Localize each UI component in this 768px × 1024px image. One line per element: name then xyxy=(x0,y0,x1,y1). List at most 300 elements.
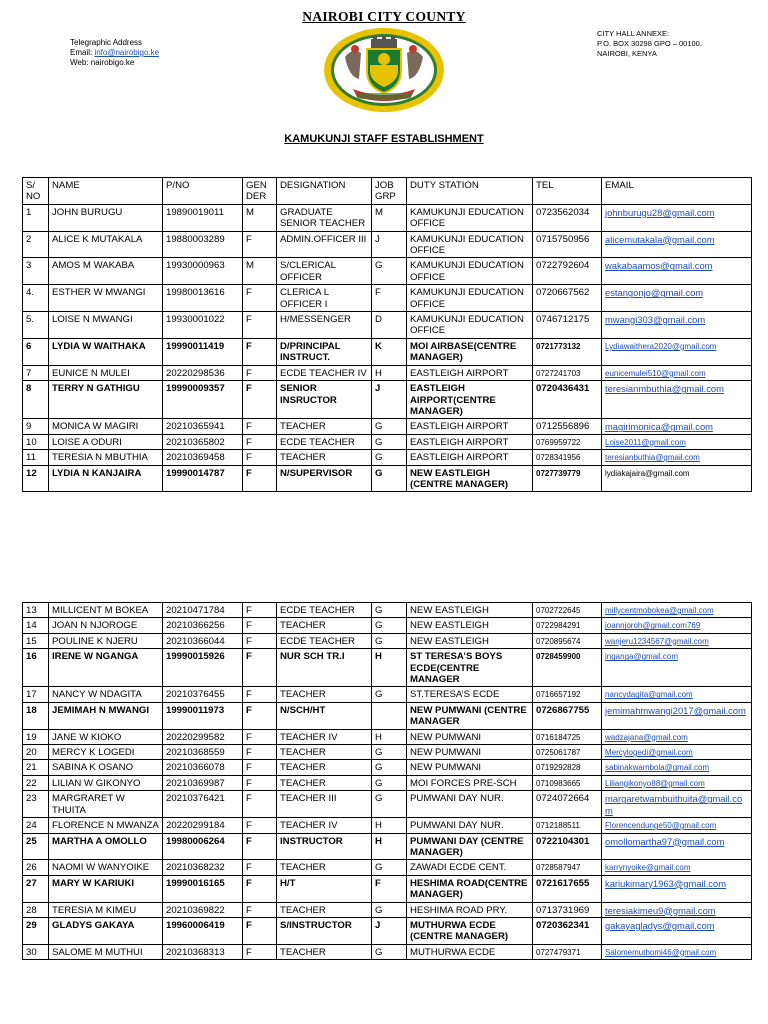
cell-designation: S/CLERICAL OFFICER xyxy=(277,258,372,285)
cell-tel: 0720667562 xyxy=(533,285,602,312)
cell-job-group: G xyxy=(372,902,407,917)
county-crest-logo xyxy=(323,27,445,113)
cell-duty-station: NEW EASTLEIGH xyxy=(407,618,533,633)
cell-gender: F xyxy=(243,434,277,449)
telegraphic-address-label: Telegraphic Address xyxy=(70,38,143,47)
cell-tel: 0720895674 xyxy=(533,633,602,648)
cell-email[interactable]: teresiakimeu9@gmail.com xyxy=(602,902,752,917)
cell-duty-station: ST.TERESA’S ECDE xyxy=(407,687,533,702)
cell-job-group: G xyxy=(372,775,407,790)
cell-gender: M xyxy=(243,258,277,285)
cell-sno: 25 xyxy=(23,833,49,860)
cell-job-group: F xyxy=(372,875,407,902)
cell-tel: 0712556896 xyxy=(533,419,602,434)
cell-designation: SENIOR INSRUCTOR xyxy=(277,381,372,419)
cell-tel: 0721773132 xyxy=(533,338,602,365)
cell-email[interactable]: magirimonica@gmail.com xyxy=(602,419,752,434)
cell-job-group: G xyxy=(372,603,407,618)
cell-tel: 0722984291 xyxy=(533,618,602,633)
cell-duty-station: EASTLEIGH AIRPORT xyxy=(407,450,533,465)
cell-email[interactable]: karrynyoike@gmail.com xyxy=(602,860,752,875)
cell-designation: CLERICA L OFFICER I xyxy=(277,285,372,312)
cell-duty-station: NEW EASTLEIGH (CENTRE MANAGER) xyxy=(407,465,533,492)
cell-job-group: H xyxy=(372,833,407,860)
cell-gender: F xyxy=(243,902,277,917)
cell-sno: 3 xyxy=(23,258,49,285)
cell-gender: F xyxy=(243,860,277,875)
cell-designation: TEACHER xyxy=(277,687,372,702)
cell-duty-station: ZAWADI ECDE CENT. xyxy=(407,860,533,875)
cell-duty-station: ST TERESA’S BOYS ECDE(CENTRE MANAGER xyxy=(407,649,533,687)
cell-pno: 20210368313 xyxy=(163,944,243,959)
cell-email[interactable]: inganga@gmail.com xyxy=(602,649,752,687)
cell-designation: INSTRUCTOR xyxy=(277,833,372,860)
cell-name: JANE W KIOKO xyxy=(49,729,163,744)
cell-tel: 0725061787 xyxy=(533,745,602,760)
cell-email[interactable]: nancydagita@gmail.com xyxy=(602,687,752,702)
table-row xyxy=(23,760,752,775)
cell-tel: 0723562034 xyxy=(533,204,602,231)
cell-tel: 0713731969 xyxy=(533,902,602,917)
cell-designation: H/MESSENGER xyxy=(277,312,372,339)
table-row xyxy=(23,603,752,618)
cell-duty-station: KAMUKUNJI EDUCATION OFFICE xyxy=(407,204,533,231)
cell-gender: F xyxy=(243,312,277,339)
cell-sno: 11 xyxy=(23,450,49,465)
cell-pno: 19990011973 xyxy=(163,702,243,729)
table-row xyxy=(23,434,752,449)
cell-pno: 19960006419 xyxy=(163,917,243,944)
table-row xyxy=(23,312,752,339)
cell-gender: F xyxy=(243,791,277,818)
cell-sno: 14 xyxy=(23,618,49,633)
cell-tel: 0720362341 xyxy=(533,917,602,944)
cell-sno: 16 xyxy=(23,649,49,687)
cell-email[interactable]: mwangi303@gmail.com xyxy=(602,312,752,339)
cell-gender: F xyxy=(243,833,277,860)
cell-designation: TEACHER xyxy=(277,944,372,959)
cell-job-group: G xyxy=(372,633,407,648)
cell-designation: TEACHER xyxy=(277,860,372,875)
cell-name: JOAN N NJOROGE xyxy=(49,618,163,633)
email-label: Email: xyxy=(70,48,95,57)
cell-designation: ECDE TEACHER xyxy=(277,633,372,648)
cell-name: EUNICE N MULEI xyxy=(49,365,163,380)
cell-email[interactable]: omollomartha97@gmail.com xyxy=(602,833,752,860)
table-row xyxy=(23,860,752,875)
table-row xyxy=(23,687,752,702)
table-row xyxy=(23,775,752,790)
cell-job-group: G xyxy=(372,465,407,492)
cell-tel: 0722104301 xyxy=(533,833,602,860)
cell-duty-station: KAMUKUNJI EDUCATION OFFICE xyxy=(407,312,533,339)
cell-gender: F xyxy=(243,603,277,618)
cell-duty-station: NEW PUMWANI xyxy=(407,760,533,775)
cell-gender: F xyxy=(243,775,277,790)
cell-email[interactable]: millycentmobokea@gmail.com xyxy=(602,603,752,618)
table-row xyxy=(23,917,752,944)
cell-tel: 0746712175 xyxy=(533,312,602,339)
cell-designation: TEACHER xyxy=(277,450,372,465)
cell-email[interactable]: eunicemulei510@gmail.com xyxy=(602,365,752,380)
cell-tel: 0719292828 xyxy=(533,760,602,775)
cell-gender: F xyxy=(243,618,277,633)
cell-sno: 28 xyxy=(23,902,49,917)
cell-sno: 15 xyxy=(23,633,49,648)
cell-job-group: K xyxy=(372,338,407,365)
cell-duty-station: HESHIMA ROAD(CENTRE MANAGER) xyxy=(407,875,533,902)
cell-name: MARY W KARIUKI xyxy=(49,875,163,902)
cell-job-group: G xyxy=(372,860,407,875)
col-header-pno: P/NO xyxy=(163,178,243,205)
cell-name: LOISE A ODURI xyxy=(49,434,163,449)
cell-duty-station: MUTHURWA ECDE (CENTRE MANAGER) xyxy=(407,917,533,944)
cell-job-group: G xyxy=(372,450,407,465)
cell-email[interactable]: wakabaamos@gmail.com xyxy=(602,258,752,285)
cell-pno: 20210365802 xyxy=(163,434,243,449)
cell-pno: 20210369987 xyxy=(163,775,243,790)
cell-pno: 20210368559 xyxy=(163,745,243,760)
staff-table-page-2 xyxy=(22,602,752,960)
cell-pno: 19990009357 xyxy=(163,381,243,419)
cell-name: AMOS M WAKABA xyxy=(49,258,163,285)
cell-email[interactable]: joannjoroh@gmail.com769 xyxy=(602,618,752,633)
cell-name: MERCY K LOGEDI xyxy=(49,745,163,760)
table-row xyxy=(23,285,752,312)
cell-duty-station: NEW PUMWANI xyxy=(407,745,533,760)
cell-designation: TEACHER xyxy=(277,775,372,790)
cell-email[interactable]: Lydiawaithera2020@gmail.com xyxy=(602,338,752,365)
address-line-3: NAIROBI, KENYA xyxy=(597,49,657,58)
county-title: NAIROBI CITY COUNTY xyxy=(302,9,466,24)
cell-sno: 30 xyxy=(23,944,49,959)
cell-designation: TEACHER xyxy=(277,745,372,760)
cell-pno: 20210369458 xyxy=(163,450,243,465)
table-row xyxy=(23,338,752,365)
cell-designation: ADMIN.OFFICER III xyxy=(277,231,372,258)
cell-pno: 20210366044 xyxy=(163,633,243,648)
email-link[interactable]: info@nairobigo.ke xyxy=(94,48,160,57)
cell-duty-station: HESHIMA ROAD PRY. xyxy=(407,902,533,917)
table-row xyxy=(23,902,752,917)
cell-tel: 0728341956 xyxy=(533,450,602,465)
cell-designation: GRADUATE SENIOR TEACHER xyxy=(277,204,372,231)
cell-gender: F xyxy=(243,649,277,687)
cell-duty-station: EASTLEIGH AIRPORT xyxy=(407,434,533,449)
web-line: Web: nairobigo.ke xyxy=(70,58,135,67)
cell-sno: 19 xyxy=(23,729,49,744)
cell-pno: 19990011419 xyxy=(163,338,243,365)
cell-sno: 4. xyxy=(23,285,49,312)
table-row xyxy=(23,833,752,860)
cell-tel: 0721617655 xyxy=(533,875,602,902)
col-header-job-group: JOB GRP xyxy=(372,178,407,205)
table-row xyxy=(23,818,752,833)
cell-email[interactable]: estangonjo@gmail.com xyxy=(602,285,752,312)
cell-pno: 20210365941 xyxy=(163,419,243,434)
cell-name: MARGRARET W THUITA xyxy=(49,791,163,818)
cell-email[interactable]: wanjeru1234567@gmail.com xyxy=(602,633,752,648)
cell-designation: NUR SCH TR.I xyxy=(277,649,372,687)
cell-pno: 20220299184 xyxy=(163,818,243,833)
cell-tel: 0715750956 xyxy=(533,231,602,258)
cell-tel: 0727479371 xyxy=(533,944,602,959)
cell-duty-station: NEW PUMWANI xyxy=(407,729,533,744)
cell-tel: 0728459900 xyxy=(533,649,602,687)
cell-name: FLORENCE N MWANZA xyxy=(49,818,163,833)
cell-email[interactable]: kariukimary1963@gmail.com xyxy=(602,875,752,902)
cell-pno: 19990015926 xyxy=(163,649,243,687)
cell-gender: F xyxy=(243,729,277,744)
cell-job-group: G xyxy=(372,687,407,702)
cell-tel: 0727241703 xyxy=(533,365,602,380)
cell-gender: F xyxy=(243,745,277,760)
cell-name: LILIAN W GIKONYO xyxy=(49,775,163,790)
table-row xyxy=(23,702,752,729)
cell-duty-station: NEW PUMWANI (CENTRE MANAGER xyxy=(407,702,533,729)
cell-sno: 2 xyxy=(23,231,49,258)
col-header-duty-station: DUTY STATION xyxy=(407,178,533,205)
cell-email[interactable]: alicemutakala@gmail.com xyxy=(602,231,752,258)
cell-email[interactable]: Salomemuthomi46@gmail.com xyxy=(602,944,752,959)
cell-gender: F xyxy=(243,365,277,380)
cell-pno: 19980006264 xyxy=(163,833,243,860)
cell-sno: 6 xyxy=(23,338,49,365)
cell-job-group: F xyxy=(372,285,407,312)
cell-designation: D/PRINCIPAL INSTRUCT. xyxy=(277,338,372,365)
cell-name: LYDIA W WAITHAKA xyxy=(49,338,163,365)
cell-job-group: G xyxy=(372,618,407,633)
cell-email[interactable]: Liliangikonyo88@gmail.com xyxy=(602,775,752,790)
cell-gender: F xyxy=(243,465,277,492)
cell-tel: 0726867755 xyxy=(533,702,602,729)
address-line-2: P.O. BOX 30298 GPO – 00100. xyxy=(597,39,702,48)
cell-tel: 0716184725 xyxy=(533,729,602,744)
cell-name: NANCY W NDAGITA xyxy=(49,687,163,702)
cell-job-group xyxy=(372,702,407,729)
cell-name: SABINA K OSANO xyxy=(49,760,163,775)
cell-sno: 12 xyxy=(23,465,49,492)
cell-email[interactable]: johnburugu28@gmail.com xyxy=(602,204,752,231)
cell-name: JOHN BURUGU xyxy=(49,204,163,231)
cell-gender: F xyxy=(243,818,277,833)
cell-designation: TEACHER IV xyxy=(277,818,372,833)
email-line xyxy=(70,48,159,58)
cell-gender: F xyxy=(243,231,277,258)
cell-designation: ECDE TEACHER xyxy=(277,603,372,618)
cell-designation: TEACHER xyxy=(277,419,372,434)
cell-duty-station: PUMWANI DAY NUR. xyxy=(407,818,533,833)
cell-tel: 0702722645 xyxy=(533,603,602,618)
cell-name: LYDIA N KANJAIRA xyxy=(49,465,163,492)
cell-duty-station: NEW EASTLEIGH xyxy=(407,633,533,648)
cell-email[interactable]: gakayagladys@gmail.com xyxy=(602,917,752,944)
cell-duty-station: EASTLEIGH AIRPORT(CENTRE MANAGER) xyxy=(407,381,533,419)
cell-duty-station: NEW EASTLEIGH xyxy=(407,603,533,618)
cell-sno: 13 xyxy=(23,603,49,618)
cell-tel: 0727739779 xyxy=(533,465,602,492)
table-row xyxy=(23,875,752,902)
table-header-row xyxy=(23,178,752,205)
cell-pno: 20210369822 xyxy=(163,902,243,917)
cell-email[interactable]: teresianbuthia@gmail.com xyxy=(602,450,752,465)
cell-tel: 0716657192 xyxy=(533,687,602,702)
col-header-sno: S/ NO xyxy=(23,178,49,205)
cell-name: MARTHA A OMOLLO xyxy=(49,833,163,860)
cell-job-group: G xyxy=(372,944,407,959)
cell-name: ALICE K MUTAKALA xyxy=(49,231,163,258)
cell-tel: 0728587947 xyxy=(533,860,602,875)
cell-pno: 20210366256 xyxy=(163,618,243,633)
cell-designation: ECDE TEACHER xyxy=(277,434,372,449)
cell-tel: 0720436431 xyxy=(533,381,602,419)
cell-name: JEMIMAH N MWANGI xyxy=(49,702,163,729)
table-row xyxy=(23,258,752,285)
cell-tel: 0724072664 xyxy=(533,791,602,818)
cell-designation: TEACHER xyxy=(277,760,372,775)
cell-email[interactable]: Florencendunge50@gmail.com xyxy=(602,818,752,833)
cell-job-group: D xyxy=(372,312,407,339)
cell-duty-station: MOI FORCES PRE-SCH xyxy=(407,775,533,790)
cell-duty-station: EASTLEIGH AIRPORT xyxy=(407,365,533,380)
cell-sno: 21 xyxy=(23,760,49,775)
cell-email[interactable]: jemimahmwangi2017@gmail.com xyxy=(602,702,752,729)
cell-duty-station: MUTHURWA ECDE xyxy=(407,944,533,959)
cell-job-group: G xyxy=(372,419,407,434)
table-row xyxy=(23,649,752,687)
cell-pno: 19880003289 xyxy=(163,231,243,258)
table-row xyxy=(23,419,752,434)
cell-pno: 19980013616 xyxy=(163,285,243,312)
table-row xyxy=(23,745,752,760)
cell-gender: F xyxy=(243,702,277,729)
cell-email[interactable]: teresianmbuthia@gmail.com xyxy=(602,381,752,419)
cell-job-group: M xyxy=(372,204,407,231)
cell-name: TERRY N GATHIGU xyxy=(49,381,163,419)
cell-job-group: J xyxy=(372,231,407,258)
cell-designation: N/SUPERVISOR xyxy=(277,465,372,492)
cell-designation: ECDE TEACHER IV xyxy=(277,365,372,380)
col-header-designation: DESIGNATION xyxy=(277,178,372,205)
cell-sno: 8 xyxy=(23,381,49,419)
staff-table-page-1 xyxy=(22,177,752,492)
cell-gender: F xyxy=(243,285,277,312)
cell-job-group: G xyxy=(372,434,407,449)
cell-pno: 20210366078 xyxy=(163,760,243,775)
col-header-gender: GEN DER xyxy=(243,178,277,205)
cell-email[interactable]: margaretwambuithuita@gmail.com xyxy=(602,791,752,818)
table-row xyxy=(23,450,752,465)
cell-name: ESTHER W MWANGI xyxy=(49,285,163,312)
cell-email[interactable]: Loise2011@gmail.com xyxy=(602,434,752,449)
cell-pno: 20220299582 xyxy=(163,729,243,744)
cell-name: TERESIA M KIMEU xyxy=(49,902,163,917)
cell-gender: F xyxy=(243,687,277,702)
document-heading: KAMUKUNJI STAFF ESTABLISHMENT xyxy=(284,133,484,145)
cell-sno: 23 xyxy=(23,791,49,818)
cell-tel: 0710983665 xyxy=(533,775,602,790)
cell-gender: F xyxy=(243,633,277,648)
cell-sno: 9 xyxy=(23,419,49,434)
cell-job-group: G xyxy=(372,745,407,760)
cell-sno: 7 xyxy=(23,365,49,380)
cell-job-group: H xyxy=(372,729,407,744)
right-contact-block xyxy=(597,29,702,59)
cell-gender: M xyxy=(243,204,277,231)
cell-gender: F xyxy=(243,338,277,365)
cell-designation: H/T xyxy=(277,875,372,902)
cell-sno: 29 xyxy=(23,917,49,944)
cell-gender: F xyxy=(243,419,277,434)
table-row xyxy=(23,231,752,258)
cell-gender: F xyxy=(243,917,277,944)
table-row xyxy=(23,944,752,959)
cell-gender: F xyxy=(243,944,277,959)
table-row xyxy=(23,633,752,648)
cell-name: LOISE N MWANGI xyxy=(49,312,163,339)
table-row xyxy=(23,365,752,380)
cell-job-group: G xyxy=(372,791,407,818)
cell-designation: TEACHER IV xyxy=(277,729,372,744)
cell-designation: TEACHER xyxy=(277,902,372,917)
cell-sno: 27 xyxy=(23,875,49,902)
cell-job-group: H xyxy=(372,649,407,687)
cell-sno: 20 xyxy=(23,745,49,760)
table-row xyxy=(23,465,752,492)
cell-designation: TEACHER xyxy=(277,618,372,633)
cell-sno: 18 xyxy=(23,702,49,729)
cell-pno: 19930001022 xyxy=(163,312,243,339)
cell-tel: 0712188511 xyxy=(533,818,602,833)
cell-gender: F xyxy=(243,450,277,465)
cell-email[interactable]: sabinakwambola@gmail.com xyxy=(602,760,752,775)
cell-email[interactable]: wadzajana@gmail.com xyxy=(602,729,752,744)
col-header-email: EMAIL xyxy=(602,178,752,205)
cell-sno: 10 xyxy=(23,434,49,449)
cell-gender: F xyxy=(243,875,277,902)
cell-job-group: G xyxy=(372,258,407,285)
cell-duty-station: KAMUKUNJI EDUCATION OFFICE xyxy=(407,285,533,312)
cell-designation: N/SCH/HT xyxy=(277,702,372,729)
cell-gender: F xyxy=(243,760,277,775)
table-row xyxy=(23,618,752,633)
cell-job-group: J xyxy=(372,381,407,419)
cell-tel: 0769959722 xyxy=(533,434,602,449)
cell-pno: 20220298536 xyxy=(163,365,243,380)
cell-name: SALOME M MUTHUI xyxy=(49,944,163,959)
cell-name: MILLICENT M BOKEA xyxy=(49,603,163,618)
cell-duty-station: PUMWANI DAY NUR. xyxy=(407,791,533,818)
cell-pno: 19930000963 xyxy=(163,258,243,285)
cell-duty-station: KAMUKUNJI EDUCATION OFFICE xyxy=(407,231,533,258)
cell-pno: 20210376455 xyxy=(163,687,243,702)
cell-designation: TEACHER III xyxy=(277,791,372,818)
cell-sno: 22 xyxy=(23,775,49,790)
cell-pno: 20210471784 xyxy=(163,603,243,618)
cell-sno: 26 xyxy=(23,860,49,875)
cell-sno: 5. xyxy=(23,312,49,339)
cell-tel: 0722792604 xyxy=(533,258,602,285)
table-row xyxy=(23,381,752,419)
cell-duty-station: MOI AIRBASE(CENTRE MANAGER) xyxy=(407,338,533,365)
cell-pno: 20210376421 xyxy=(163,791,243,818)
table-row xyxy=(23,729,752,744)
cell-job-group: G xyxy=(372,760,407,775)
cell-email[interactable]: Mercylogedi@gmail.com xyxy=(602,745,752,760)
cell-job-group: H xyxy=(372,365,407,380)
cell-pno: 19890019011 xyxy=(163,204,243,231)
cell-sno: 24 xyxy=(23,818,49,833)
